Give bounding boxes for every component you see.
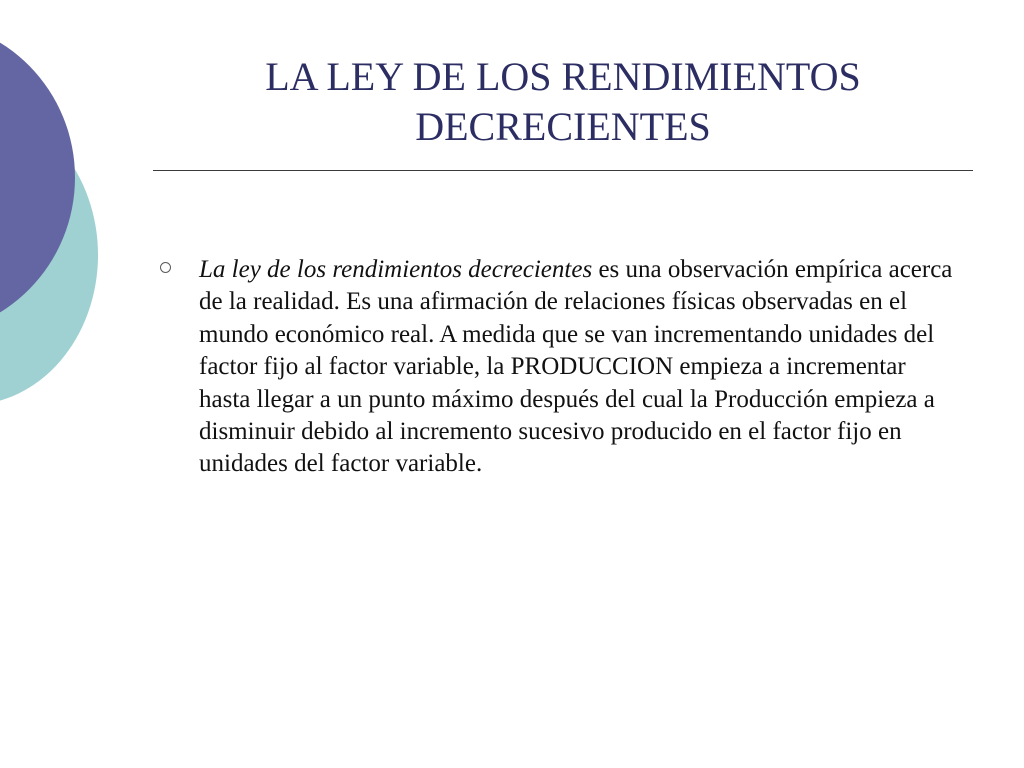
bullet-paragraph (199, 254, 959, 481)
bullet-italic-lead: La ley de los rendimientos decrecientes (199, 256, 593, 283)
hollow-circle-bullet-icon (160, 262, 171, 273)
slide-title (150, 52, 976, 152)
title-divider (153, 170, 973, 171)
slide-title-line-2: DECRECIENTES (415, 104, 711, 149)
bullet-body-text: es una observación empírica acerca de la realidad. Es una afirmación de relaciones físicas observadas en el mundo económico real. A medida que se van incrementando unidades del factor fijo al factor variable, la PRODUCCION empieza a incrementar hasta llegar a un punto máximo después del cual la Producción empieza a disminuir debido al incremento sucesivo producido en el factor fijo en unidades del factor variable. (199, 256, 953, 478)
slide-title-line-1: LA LEY DE LOS RENDIMIENTOS (265, 54, 861, 99)
